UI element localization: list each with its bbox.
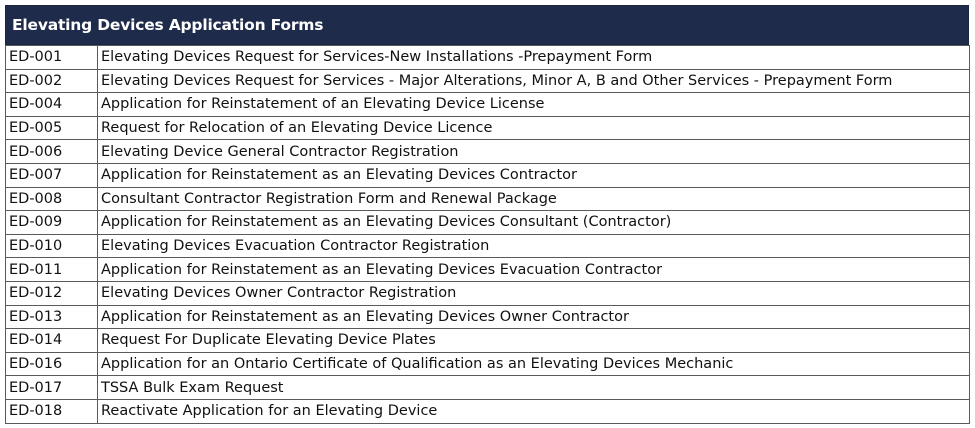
form-title-cell: Reactivate Application for an Elevating Device bbox=[98, 399, 970, 423]
form-title-cell: Elevating Devices Request for Services - Major Alterations, Minor A, B and Other Services - Prepayment Form bbox=[98, 69, 970, 93]
form-title-cell: Request for Relocation of an Elevating Device Licence bbox=[98, 116, 970, 140]
form-code-cell: ED-014 bbox=[6, 329, 98, 353]
form-code-cell: ED-004 bbox=[6, 93, 98, 117]
table-row bbox=[6, 376, 970, 400]
form-title-cell: Application for Reinstatement as an Elevating Devices Owner Contractor bbox=[98, 305, 970, 329]
table-row bbox=[6, 116, 970, 140]
table-row bbox=[6, 69, 970, 93]
form-title-cell: Application for Reinstatement as an Elevating Devices Contractor bbox=[98, 163, 970, 187]
form-code-cell: ED-007 bbox=[6, 163, 98, 187]
form-title-cell: Request For Duplicate Elevating Device Plates bbox=[98, 329, 970, 353]
table-row bbox=[6, 211, 970, 235]
form-code-cell: ED-009 bbox=[6, 211, 98, 235]
table-row bbox=[6, 163, 970, 187]
forms-sheet bbox=[5, 5, 969, 424]
table-row bbox=[6, 258, 970, 282]
form-code-cell: ED-001 bbox=[6, 46, 98, 70]
form-title-cell: Elevating Device General Contractor Registration bbox=[98, 140, 970, 164]
form-title-cell: Application for Reinstatement as an Elevating Devices Consultant (Contractor) bbox=[98, 211, 970, 235]
form-title-cell: Elevating Devices Owner Contractor Registration bbox=[98, 281, 970, 305]
table-row bbox=[6, 46, 970, 70]
form-title-cell: Application for Reinstatement as an Elevating Devices Evacuation Contractor bbox=[98, 258, 970, 282]
form-code-cell: ED-016 bbox=[6, 352, 98, 376]
table-row bbox=[6, 234, 970, 258]
sheet-title: Elevating Devices Application Forms bbox=[5, 5, 969, 45]
table-row bbox=[6, 93, 970, 117]
form-code-cell: ED-002 bbox=[6, 69, 98, 93]
form-code-cell: ED-017 bbox=[6, 376, 98, 400]
forms-table-body bbox=[6, 46, 970, 424]
table-row bbox=[6, 281, 970, 305]
table-row bbox=[6, 305, 970, 329]
forms-table bbox=[5, 45, 970, 424]
form-code-cell: ED-013 bbox=[6, 305, 98, 329]
table-row bbox=[6, 187, 970, 211]
form-title-cell: Consultant Contractor Registration Form and Renewal Package bbox=[98, 187, 970, 211]
table-row bbox=[6, 329, 970, 353]
form-title-cell: Elevating Devices Evacuation Contractor Registration bbox=[98, 234, 970, 258]
table-row bbox=[6, 352, 970, 376]
form-title-cell: Elevating Devices Request for Services-New Installations -Prepayment Form bbox=[98, 46, 970, 70]
table-row bbox=[6, 399, 970, 423]
form-code-cell: ED-010 bbox=[6, 234, 98, 258]
form-title-cell: Application for Reinstatement of an Elevating Device License bbox=[98, 93, 970, 117]
table-row bbox=[6, 140, 970, 164]
form-code-cell: ED-012 bbox=[6, 281, 98, 305]
form-code-cell: ED-006 bbox=[6, 140, 98, 164]
form-code-cell: ED-008 bbox=[6, 187, 98, 211]
form-code-cell: ED-005 bbox=[6, 116, 98, 140]
form-title-cell: Application for an Ontario Certificate of Qualification as an Elevating Devices Mechanic bbox=[98, 352, 970, 376]
form-title-cell: TSSA Bulk Exam Request bbox=[98, 376, 970, 400]
form-code-cell: ED-018 bbox=[6, 399, 98, 423]
form-code-cell: ED-011 bbox=[6, 258, 98, 282]
